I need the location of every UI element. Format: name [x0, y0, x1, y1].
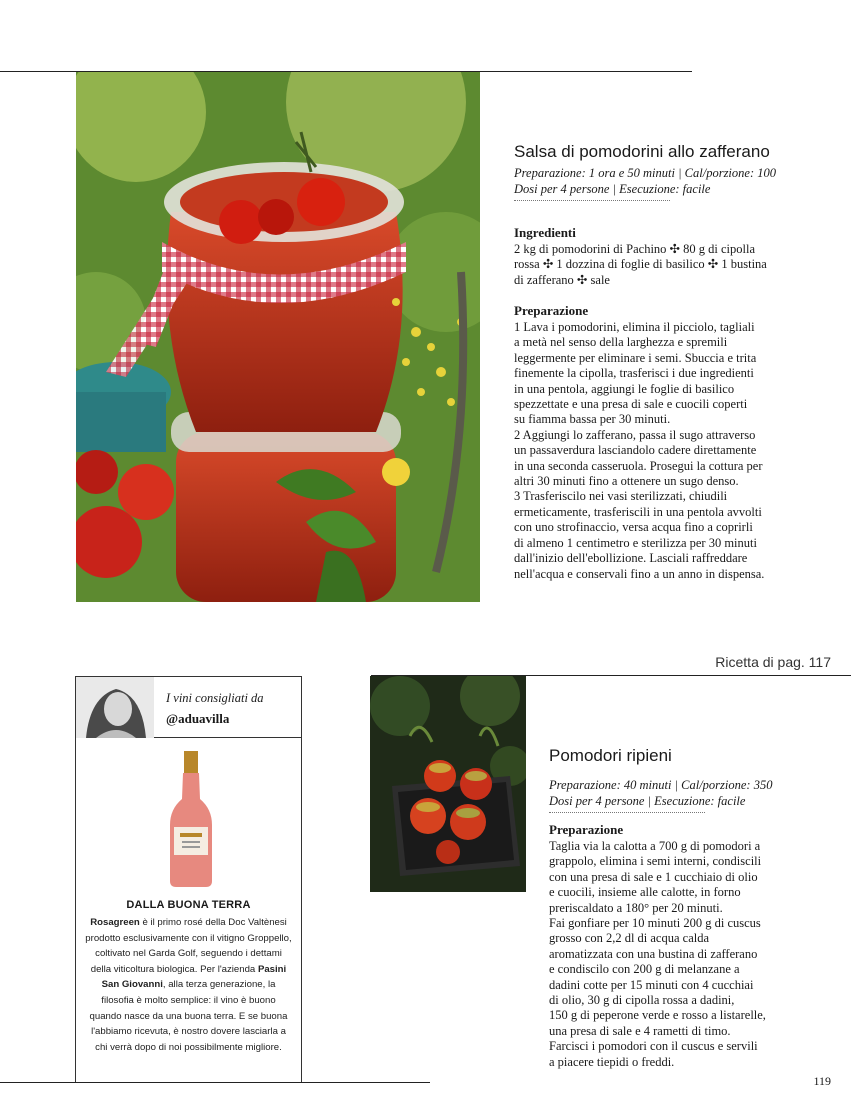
preparation-line: 2 Aggiungi lo zafferano, passa il sugo attraverso	[514, 427, 756, 442]
stuffed-tomatoes-photo	[370, 676, 526, 892]
preparation-line: un passaverdura lasciandolo cadere direttamente	[514, 443, 757, 458]
recipe1-ingredients-heading: Ingredienti	[514, 225, 576, 240]
wine-box-header	[76, 677, 301, 738]
recipe-page-reference: Ricetta di pag. 117	[715, 654, 831, 670]
preparation-line: a metà nel senso della larghezza e spremili	[514, 335, 728, 350]
preparation-line: dadini cotte per 15 minuti con 4 cucchiai	[549, 977, 754, 992]
wine-company: Pasini San Giovanni	[101, 963, 287, 991]
recipe1-meta-dosi: Dosi per 4 persone | Esecuzione: facile	[514, 182, 711, 196]
preparation-line: grosso con 2,2 dl di acqua calda	[549, 931, 710, 946]
preparation-line: con una presa di sale e 1 cucchiaio di olio	[549, 869, 758, 884]
recipe1-preparation	[514, 320, 764, 582]
wine-description	[84, 915, 293, 1055]
preparation-line: e condiscilo con 200 g di melanzane a	[549, 962, 740, 977]
wine-text-part: è il primo rosé della Doc Valtènesi prodotto esclusivamente con il vitigno Groppello, coltivato nel Garda Golf, seguendo i dettami della viticoltura biologica. Per l'azienda	[85, 917, 292, 975]
ingredients-line: di zafferano ✣ sale	[514, 272, 610, 287]
wine-bottle-image	[166, 751, 216, 887]
preparation-line: dall'inizio dell'ebollizione. Lasciali raffreddare	[514, 551, 748, 566]
preparation-line: Farcisci i pomodori con il cuscus e servili	[549, 1039, 758, 1054]
page-number: 119	[813, 1074, 831, 1088]
avatar	[76, 677, 154, 738]
recipe1-meta-prep: Preparazione: 1 ora e 50 minuti | Cal/porzione: 100	[514, 166, 776, 180]
preparation-line: 1 Lava i pomodorini, elimina il picciolo, tagliali	[514, 320, 755, 334]
preparation-line: di almeno 1 centimetro e sterilizza per 30 minuti	[514, 535, 757, 550]
wine-intro: I vini consigliati da	[166, 691, 264, 705]
preparation-line: aromatizzata con una bustina di zafferano	[549, 946, 758, 961]
recipe1-preparation-heading: Preparazione	[514, 303, 589, 318]
preparation-line: a piacere tiepidi o freddi.	[549, 1054, 675, 1069]
recipe1-ingredients	[514, 242, 767, 288]
recipe2-divider	[549, 812, 705, 813]
ingredients-line: 2 kg di pomodorini di Pachino ✣ 80 g di cipolla	[514, 242, 756, 256]
preparation-line: nell'acqua e conservali fino a un anno in dispensa.	[514, 566, 765, 581]
recipe2-meta-dosi: Dosi per 4 persone | Esecuzione: facile	[549, 794, 746, 808]
preparation-line: 150 g di peperone verde e rosso a listarelle,	[549, 1008, 766, 1023]
wine-text-part: , alla terza generazione, la filosofia è molto semplice: il vino è buono quando nasce da una buona terra. E se buona l'abbiamo ricevuta, è nostro dovere lasciarla a chi verrà dopo di noi possibilmente migliore.	[89, 979, 288, 1053]
ingredients-line: rossa ✣ 1 dozzina di foglie di basilico ✣ 1 bustina	[514, 257, 767, 272]
bottom-rule	[0, 1082, 430, 1083]
preparation-line: ermeticamente, trasferiscili in una pentola avvolti	[514, 504, 762, 519]
preparation-line: spezzettate e una presa di sale e cuocili coperti	[514, 397, 748, 412]
preparation-line: leggermente per eliminare i semi. Sbuccia e trita	[514, 350, 757, 365]
recipe2-title: Pomodori ripieni	[549, 746, 672, 765]
tomato-sauce-jars-photo	[76, 72, 480, 602]
preparation-line: Fai gonfiare per 10 minuti 200 g di cuscus	[549, 916, 761, 931]
preparation-line: di olio, 30 g di cipolla rossa a dadini,	[549, 993, 735, 1008]
recipe2-preparation-heading: Preparazione	[549, 822, 624, 837]
preparation-line: Taglia via la calotta a 700 g di pomodori a	[549, 839, 761, 853]
preparation-line: altri 30 minuti fino a ottenere un sugo denso.	[514, 474, 739, 489]
wine-brand: Rosagreen	[90, 917, 140, 928]
preparation-line: in una pentola, aggiungi le foglie di basilico	[514, 381, 735, 396]
recipe1-meta	[514, 165, 776, 197]
preparation-line: e cuocili, insieme alle calotte, in forno	[549, 885, 741, 900]
recipe1-divider	[514, 200, 670, 201]
recipe1-title: Salsa di pomodorini allo zafferano	[514, 142, 770, 161]
wine-recommendation-box	[75, 676, 302, 1083]
preparation-line: su fiamma bassa per 30 minuti.	[514, 412, 671, 427]
preparation-line: grappolo, elimina i semi interni, condiscili	[549, 854, 762, 869]
recipe2-preparation	[549, 839, 766, 1070]
recipe2-meta-prep: Preparazione: 40 minuti | Cal/porzione: 350	[549, 778, 773, 792]
preparation-line: in una seconda casseruola. Prosegui la cottura per	[514, 458, 763, 473]
preparation-line: una presa di sale e 4 rametti di timo.	[549, 1023, 731, 1038]
preparation-line: con uno strofinaccio, versa acqua fino a coprirli	[514, 520, 753, 535]
wine-box-title: DALLA BUONA TERRA	[126, 899, 251, 911]
preparation-line: 3 Trasferiscilo nei vasi sterilizzati, chiudili	[514, 489, 728, 504]
preparation-line: finemente la cipolla, trasferisci i due ingredienti	[514, 366, 754, 381]
wine-author-handle: @aduavilla	[166, 711, 230, 726]
recipe2-meta	[549, 777, 772, 809]
preparation-line: preriscaldato a 180° per 20 minuti.	[549, 900, 723, 915]
